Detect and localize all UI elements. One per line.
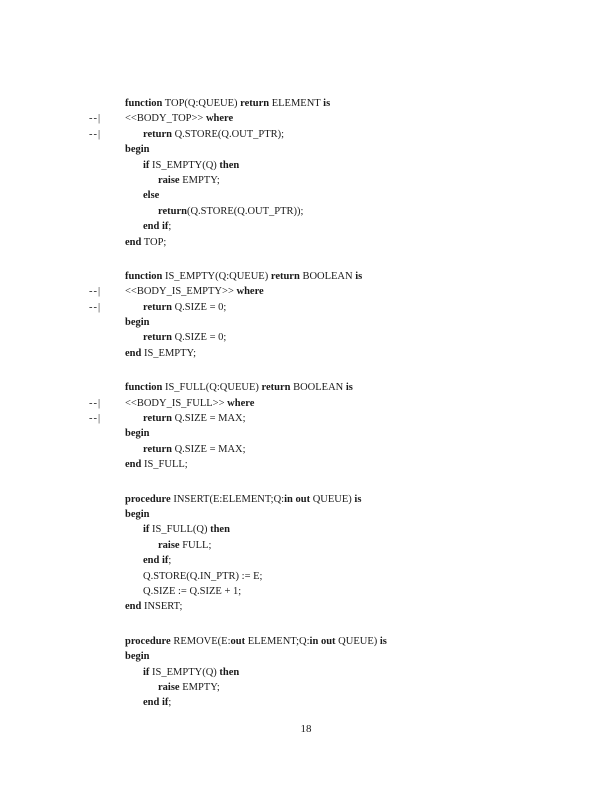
annotation-marker: --| <box>89 128 102 140</box>
code-line <box>0 346 612 361</box>
keyword: begin <box>125 651 150 663</box>
code-token: EMPTY; <box>179 681 220 693</box>
code-token: INSERT(E:ELEMENT;Q: <box>170 493 285 505</box>
keyword: function <box>125 270 163 282</box>
keyword: function <box>125 98 163 109</box>
code-line <box>0 269 612 284</box>
code-line <box>0 507 612 522</box>
code-line <box>0 665 612 680</box>
code-text <box>143 553 171 568</box>
annotation-marker: --| <box>89 286 102 298</box>
code-text <box>125 507 150 522</box>
code-text <box>125 96 330 111</box>
code-token: IS_EMPTY(Q:QUEUE) <box>162 270 271 282</box>
code-line <box>0 538 612 553</box>
keyword: end <box>125 459 142 471</box>
keyword: end <box>143 697 160 709</box>
code-line <box>0 492 612 507</box>
keyword: where <box>205 113 234 125</box>
code-token: TOP; <box>141 236 167 248</box>
keyword: function <box>125 382 163 394</box>
code-token: Q.SIZE = MAX; <box>171 413 246 425</box>
code-token: QUEUE) <box>310 493 355 505</box>
page-number: 18 <box>300 723 312 735</box>
code-text <box>125 284 264 299</box>
code-token: Q.SIZE = 0; <box>171 332 227 344</box>
code-token: IS_FULL; <box>141 459 188 471</box>
keyword: is <box>379 635 387 647</box>
code-text <box>125 380 353 395</box>
code-token: (Q.STORE(Q.OUT_PTR)); <box>186 205 304 217</box>
code-text <box>125 599 182 614</box>
code-token: IS_FULL(Q) <box>149 524 211 536</box>
keyword: out <box>320 635 336 647</box>
code-token: ; <box>168 555 172 567</box>
code-line <box>0 204 612 219</box>
code-text <box>143 665 239 680</box>
code-block <box>0 96 612 250</box>
code-listing <box>0 96 612 730</box>
code-token: FULL; <box>179 539 212 551</box>
code-line <box>0 649 612 664</box>
keyword: end <box>143 555 160 567</box>
keyword: then <box>219 159 240 171</box>
keyword: begin <box>125 144 150 156</box>
code-text <box>158 173 220 188</box>
keyword: out <box>295 493 311 505</box>
keyword: end <box>125 236 142 248</box>
keyword: is <box>323 98 331 109</box>
code-text <box>125 634 387 649</box>
code-text <box>125 649 150 664</box>
keyword: procedure <box>125 493 171 505</box>
code-token: Q.SIZE = 0; <box>171 301 227 313</box>
code-text <box>143 522 230 537</box>
keyword: where <box>236 286 264 298</box>
keyword: raise <box>158 174 180 186</box>
code-token: Q.SIZE := Q.SIZE + 1; <box>143 585 242 597</box>
keyword: if <box>143 666 150 678</box>
code-line <box>0 569 612 584</box>
annotation-marker: --| <box>89 301 102 313</box>
code-token: EMPTY; <box>179 174 220 186</box>
code-token: TOP(Q:QUEUE) <box>162 98 241 109</box>
keyword: is <box>354 493 362 505</box>
code-line <box>0 584 612 599</box>
code-line <box>0 411 612 426</box>
code-line <box>0 158 612 173</box>
code-token: Q.SIZE = MAX; <box>171 443 246 455</box>
keyword: return <box>143 301 172 313</box>
annotation-marker: --| <box>89 397 102 409</box>
code-token: ; <box>168 221 172 233</box>
code-token: IS_EMPTY(Q) <box>149 666 220 678</box>
keyword: return <box>143 128 172 140</box>
code-token: ELEMENT <box>269 98 324 109</box>
code-token: IS_FULL(Q:QUEUE) <box>162 382 262 394</box>
code-text <box>143 695 171 710</box>
code-text <box>143 127 284 142</box>
keyword: return <box>270 270 300 282</box>
code-line <box>0 695 612 710</box>
keyword: then <box>219 666 240 678</box>
code-line <box>0 553 612 568</box>
code-line <box>0 127 612 142</box>
keyword: return <box>240 98 270 109</box>
keyword: in <box>309 635 319 647</box>
code-line <box>0 442 612 457</box>
keyword: if <box>161 221 169 233</box>
code-line <box>0 235 612 250</box>
code-token: BOOLEAN <box>299 270 356 282</box>
keyword: if <box>143 159 150 171</box>
code-text <box>158 538 211 553</box>
code-block <box>0 380 612 472</box>
code-text <box>125 269 362 284</box>
code-block <box>0 634 612 711</box>
code-line <box>0 380 612 395</box>
keyword: raise <box>158 681 180 693</box>
code-line <box>0 284 612 299</box>
code-line <box>0 457 612 472</box>
code-text <box>143 158 239 173</box>
code-line <box>0 173 612 188</box>
code-text <box>125 457 188 472</box>
keyword: raise <box>158 539 180 551</box>
code-text <box>143 219 171 234</box>
code-text <box>143 300 226 315</box>
code-text <box>125 426 150 441</box>
code-text <box>125 235 166 250</box>
code-token: INSERT; <box>141 601 183 613</box>
code-text <box>125 111 233 126</box>
code-text <box>125 396 254 411</box>
keyword: end <box>143 221 160 233</box>
code-line <box>0 522 612 537</box>
code-line <box>0 111 612 126</box>
keyword: return <box>143 443 172 455</box>
keyword: end <box>125 601 142 613</box>
code-text <box>125 492 361 507</box>
keyword: return <box>143 332 172 344</box>
keyword: begin <box>125 317 150 329</box>
keyword: begin <box>125 428 150 440</box>
code-token: BOOLEAN <box>290 382 346 394</box>
code-text <box>125 346 196 361</box>
code-line <box>0 142 612 157</box>
code-line <box>0 96 612 111</box>
keyword: end <box>125 347 142 359</box>
code-token: ELEMENT;Q: <box>245 635 310 647</box>
keyword: if <box>161 697 169 709</box>
code-text <box>143 188 159 203</box>
code-line <box>0 219 612 234</box>
code-token: QUEUE) <box>335 635 380 647</box>
code-line <box>0 330 612 345</box>
keyword: if <box>143 524 150 536</box>
code-text <box>143 569 262 584</box>
code-token: <<BODY_IS_EMPTY>> <box>125 286 237 298</box>
code-line <box>0 426 612 441</box>
keyword: if <box>161 555 169 567</box>
code-line <box>0 315 612 330</box>
keyword: is <box>345 382 353 394</box>
code-line <box>0 634 612 649</box>
code-text <box>143 584 241 599</box>
keyword: return <box>261 382 291 394</box>
annotation-marker: --| <box>89 413 102 425</box>
code-text <box>125 315 150 330</box>
code-line <box>0 300 612 315</box>
code-token: <<BODY_IS_FULL>> <box>125 397 228 409</box>
code-line <box>0 680 612 695</box>
code-token: IS_EMPTY(Q) <box>149 159 220 171</box>
code-block <box>0 492 612 615</box>
keyword: then <box>210 524 230 536</box>
code-text <box>125 142 150 157</box>
keyword: is <box>355 270 363 282</box>
code-token: IS_EMPTY; <box>141 347 197 359</box>
code-text <box>143 411 246 426</box>
keyword: begin <box>125 508 150 520</box>
code-line <box>0 396 612 411</box>
code-text <box>143 330 226 345</box>
keyword: where <box>227 397 255 409</box>
code-token: <<BODY_TOP>> <box>125 113 206 125</box>
code-token: ; <box>168 697 172 709</box>
code-line <box>0 599 612 614</box>
code-block <box>0 269 612 361</box>
code-token: Q.STORE(Q.OUT_PTR); <box>171 128 285 140</box>
code-line <box>0 188 612 203</box>
code-text <box>143 442 246 457</box>
keyword: procedure <box>125 635 171 647</box>
keyword: in <box>284 493 293 505</box>
code-token: Q.STORE(Q.IN_PTR) := E; <box>143 570 263 582</box>
annotation-marker: --| <box>89 113 102 125</box>
code-text <box>158 680 220 695</box>
keyword: return <box>158 205 187 217</box>
code-token: REMOVE(E: <box>170 635 231 647</box>
code-text <box>158 204 303 219</box>
keyword: else <box>143 190 160 202</box>
keyword: return <box>143 413 172 425</box>
keyword: out <box>230 635 246 647</box>
